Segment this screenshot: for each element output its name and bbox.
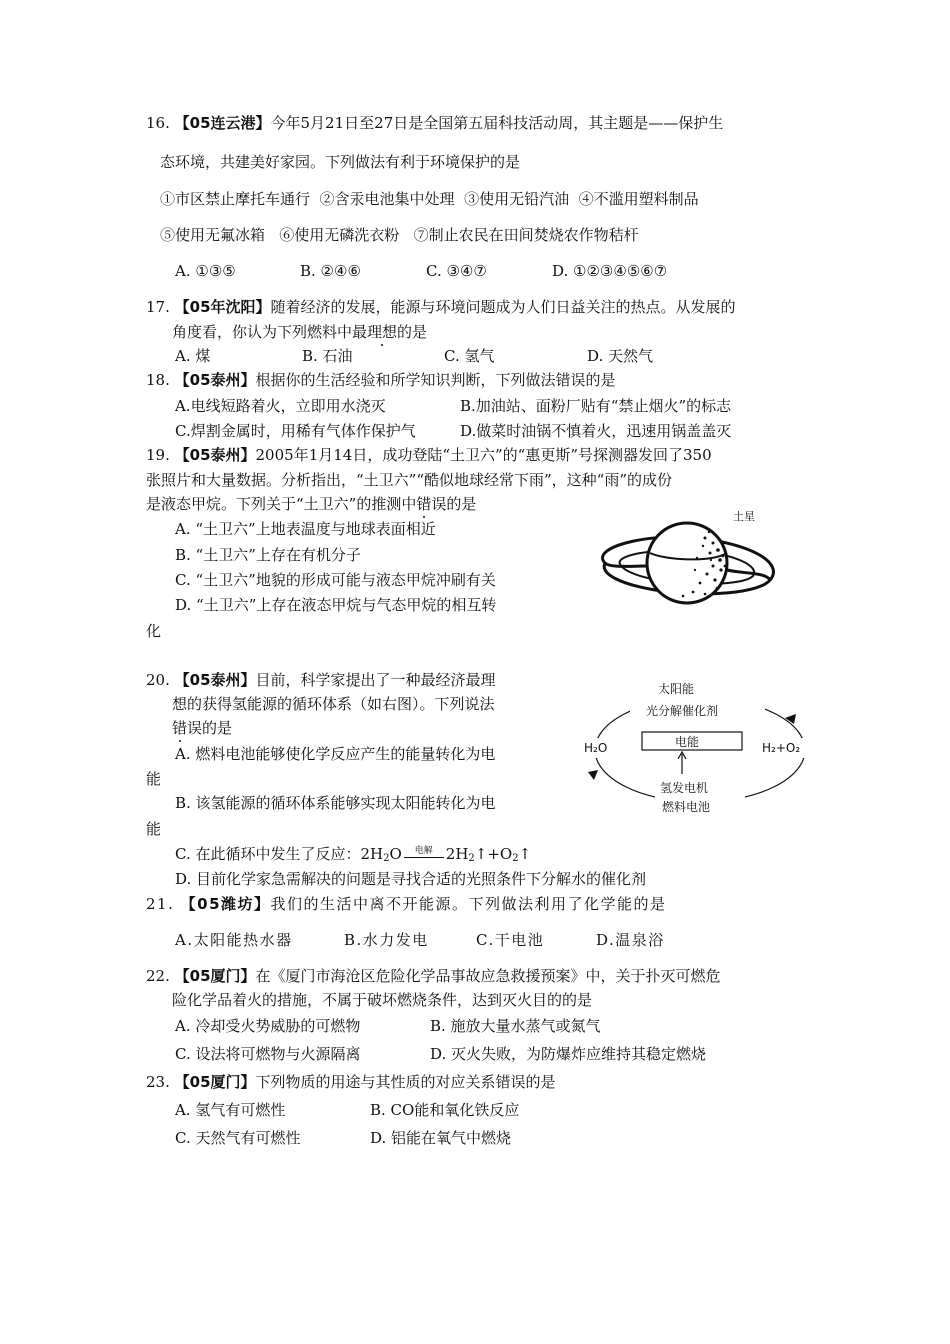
q20-optc-text: 2H (445, 845, 469, 863)
diagram-hydrogen-oxygen: H₂+O₂ (762, 741, 801, 755)
q17-stem-part3: 的是 (397, 323, 428, 341)
q20-stem-part2: 误的是 (187, 719, 233, 737)
q19-option-d-line2: 化 (146, 622, 162, 640)
q19-option-a: A. “土卫六”上地表温度与地球表面相近 (175, 520, 436, 538)
q19-stem-line1: 2005年1月14日，成功登陆“土卫六”的“惠更斯”号探测器发回了350 (255, 446, 712, 464)
q17-option-d: D. 天然气 (587, 347, 654, 365)
hydrogen-cycle-diagram (580, 680, 820, 820)
q21-stem: 我们的生活中离不开能源。下列做法利用了化学能的是 (270, 895, 667, 913)
q20-optc-text: C. 在此循环中发生了反应：2H (175, 845, 384, 863)
q19-stem-part3: 误的是 (431, 495, 477, 513)
q20-option-c (175, 844, 531, 869)
q19-source-tag: 【05泰州】 (174, 446, 256, 464)
q22-option-c: C. 设法将可燃物与火源隔离 (175, 1045, 361, 1063)
q20-option-b-line1: B. 该氢能源的循环体系能够实现太阳能转化为电 (175, 794, 496, 812)
q23-option-d: D. 铝能在氧气中燃烧 (370, 1129, 512, 1147)
q22-option-b: B. 施放大量水蒸气或氮气 (430, 1017, 601, 1035)
q20-emphasis: 错 (172, 719, 188, 737)
q16-number: 16. (146, 114, 170, 132)
q20-optc-sub: 2 (468, 853, 475, 864)
q21-option-d: D.温泉浴 (596, 931, 665, 949)
q23-number: 23. (146, 1073, 170, 1091)
q21-source-tag: 【05潍坊】 (180, 895, 271, 913)
q19-option-b: B. “土卫六”上存在有机分子 (175, 546, 361, 564)
q20-optc-text: ↑ (518, 845, 532, 863)
diagram-catalyst: 光分解催化剂 (646, 704, 719, 718)
q20-stem-line2: 想的获得氢能源的循环体系（如右图）。下列说法 (172, 695, 495, 713)
q17-option-c: C. 氢气 (444, 347, 495, 365)
q17-line1 (146, 297, 736, 317)
q21-option-b: B.水力发电 (344, 931, 429, 949)
q20-optc-sub: 2 (383, 853, 390, 864)
q21-number: 21. (146, 895, 175, 913)
q20-option-a-line2: 能 (146, 770, 162, 788)
q19-option-c: C. “土卫六”地貌的形成可能与液态甲烷冲刷有关 (175, 571, 496, 589)
q16-line1 (146, 113, 723, 133)
q21-option-a: A.太阳能热水器 (175, 931, 293, 949)
q19-stem-line2: 张照片和大量数据。分析指出，“土卫六”“酷似地球经常下雨”，这种“雨”的成份 (146, 471, 673, 489)
diagram-hydrogen-generator: 氢发电机 (660, 781, 709, 795)
diagram-solar-energy: 太阳能 (658, 682, 695, 696)
q23-stem: 下列物质的用途与其性质的对应关系错误的是 (255, 1073, 556, 1091)
q19-stem-line3 (146, 494, 476, 514)
q22-stem-line1: 在《厦门市海沧区危险化学品事故应急救援预案》中，关于扑灭可燃危 (255, 967, 721, 985)
q17-stem-line2 (172, 322, 427, 342)
q20-optc-sub: 2 (512, 853, 519, 864)
q18-number: 18. (146, 371, 170, 389)
q20-stem-line3 (172, 718, 232, 738)
q22-line1 (146, 966, 721, 986)
q17-number: 17. (146, 298, 170, 316)
q23-option-b: B. CO能和氧化铁反应 (370, 1101, 520, 1119)
q22-source-tag: 【05厦门】 (174, 967, 256, 985)
q16-items-line1: ①市区禁止摩托车通行 ②含汞电池集中处理 ③使用无铅汽油 ④不滥用塑料制品 (160, 190, 699, 208)
q18-stem: 根据你的生活经验和所学知识判断，下列做法错误的是 (255, 371, 616, 389)
q22-number: 22. (146, 967, 170, 985)
q20-optc-text: O (389, 845, 402, 863)
q23-source-tag: 【05厦门】 (174, 1073, 256, 1091)
q20-option-a-line1: A. 燃料电池能够使化学反应产生的能量转化为电 (175, 745, 496, 763)
q18-option-a: A.电线短路着火，立即用水浇灭 (175, 397, 386, 415)
q20-optc-text: ↑+O (474, 845, 513, 863)
q21-option-c: C.干电池 (476, 931, 545, 949)
saturn-label: 土星 (733, 510, 755, 523)
q16-items-line2: ⑤使用无氟冰箱 ⑥使用无磷洗衣粉 ⑦制止农民在田间焚烧农作物秸杆 (160, 226, 639, 244)
q19-stem-part1: 是液态甲烷。下列关于“土卫六”的推测中 (146, 495, 417, 513)
q20-reaction-condition: 电解 (402, 846, 446, 856)
q18-line1 (146, 370, 616, 390)
q20-stem-line1: 目前，科学家提出了一种最经济最理 (255, 671, 496, 689)
q17-stem-line1: 随着经济的发展，能源与环境问题成为人们日益关注的热点。从发展的 (270, 298, 736, 316)
q16-stem-line1: 今年5月21日至27日是全国第五届科技活动周，其主题是——保护生 (270, 114, 724, 132)
q16-option-b: B. ②④⑥ (300, 262, 361, 280)
diagram-fuel-cell: 燃料电池 (662, 800, 711, 814)
q17-source-tag: 【05年沈阳】 (174, 298, 271, 316)
q16-option-d: D. ①②③④⑤⑥⑦ (552, 262, 668, 280)
q22-option-d: D. 灭火失败，为防爆炸应维持其稳定燃烧 (430, 1045, 707, 1063)
q16-stem-line2: 态环境，共建美好家园。下列做法有利于环境保护的是 (160, 153, 521, 171)
diagram-water: H₂O (584, 741, 608, 755)
q17-emphasis: 理想 (367, 323, 398, 341)
q20-number: 20. (146, 671, 170, 689)
q16-option-a: A. ①③⑤ (175, 262, 236, 280)
q21-line1 (146, 894, 667, 914)
q20-option-b-line2: 能 (146, 820, 162, 838)
q18-option-d: D.做菜时油锅不慎着火，迅速用锅盖盖灭 (460, 422, 732, 440)
q17-option-a: A. 煤 (175, 347, 211, 365)
q22-option-a: A. 冷却受火势威胁的可燃物 (175, 1017, 361, 1035)
saturn-illustration (585, 508, 785, 613)
q19-number: 19. (146, 446, 170, 464)
q20-line1 (146, 670, 496, 690)
q20-option-d: D. 目前化学家急需解决的问题是寻找合适的光照条件下分解水的催化剂 (175, 870, 647, 888)
q17-option-b: B. 石油 (302, 347, 353, 365)
q18-option-b: B.加油站、面粉厂贴有“禁止烟火”的标志 (460, 397, 732, 415)
q19-emphasis: 错 (416, 495, 432, 513)
q19-option-d-line1: D. “土卫六”上存在液态甲烷与气态甲烷的相互转 (175, 596, 497, 614)
q18-option-c: C.焊割金属时，用稀有气体作保护气 (175, 422, 416, 440)
q16-option-c: C. ③④⑦ (426, 262, 487, 280)
q23-option-c: C. 天然气有可燃性 (175, 1129, 301, 1147)
q20-source-tag: 【05泰州】 (174, 671, 256, 689)
q22-stem-line2: 险化学品着火的措施，不属于破坏燃烧条件，达到灭火目的的是 (172, 991, 593, 1009)
q18-source-tag: 【05泰州】 (174, 371, 256, 389)
q19-line1 (146, 445, 712, 465)
q23-line1 (146, 1072, 556, 1092)
q23-option-a: A. 氢气有可燃性 (175, 1101, 286, 1119)
q17-stem-part1: 角度看，你认为下列燃料中最 (172, 323, 368, 341)
q16-source-tag: 【05连云港】 (174, 114, 271, 132)
diagram-electric-energy: 电能 (675, 735, 700, 749)
